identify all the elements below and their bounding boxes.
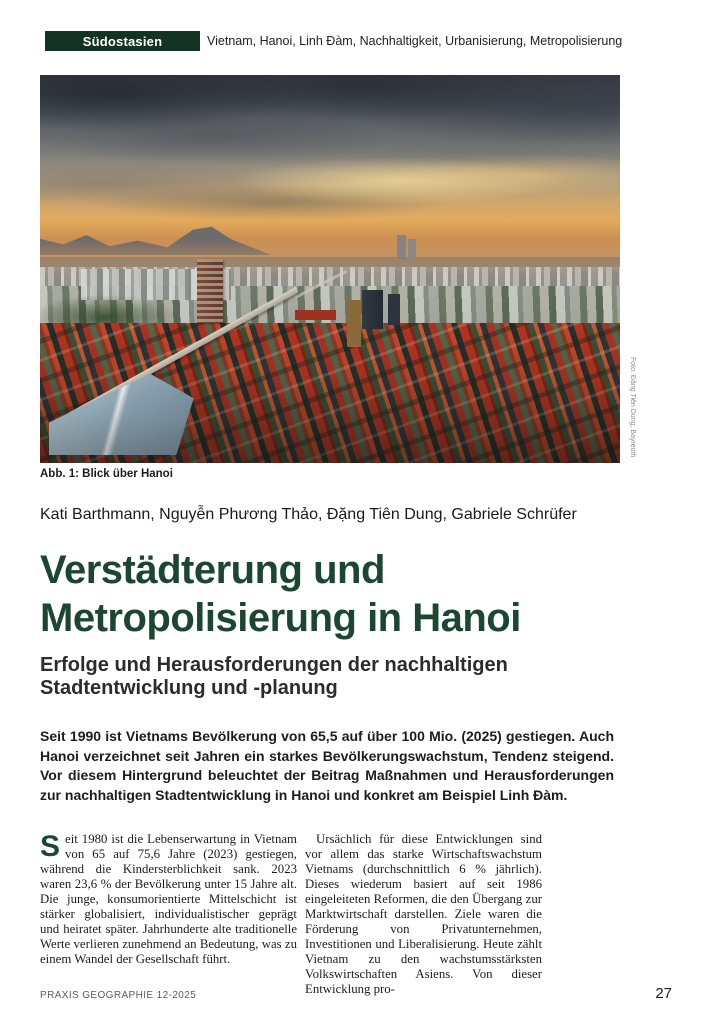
title-line-1: Verstädterung und [40, 548, 385, 592]
photo-vignette [40, 75, 620, 463]
lead-paragraph: Seit 1990 ist Vietnams Bevölkerung von 65,5 auf über 100 Mio. (2025) gestiegen. Auch Hanoi verzeichnet seit Jahren ein starkes Bevölkerungswachstum, Tendenz steigend. Vor diesem Hintergrund beleuchtet der Beitrag Maßnahmen und Herausforderungen zur nachhaltigen Stadtentwicklung in Hanoi und konkret am Beispiel Linh Đàm. [40, 728, 614, 803]
photo-credit: Foto: Đặng Tiên Dung, Bayreuth [629, 357, 636, 458]
category-badge [45, 31, 200, 51]
subtitle-line-2: Stadtentwicklung und -planung [40, 677, 338, 699]
title-line-2: Metropolisierung in Hanoi [40, 596, 521, 640]
subtitle-line-1: Erfolge und Herausforderungen der nachhaltigen [40, 654, 508, 676]
article-subtitle [40, 654, 508, 700]
body-columns [40, 832, 542, 997]
body-column-1 [40, 832, 297, 997]
body-column-1-text: eit 1980 ist die Lebenserwartung in Vietnam von 65 auf 75,6 Jahre (2023) gestiegen, während die Kindersterblichkeit sank. 2023 waren 23,6 % der Bevölkerung unter 15 Jahre alt. Die junge, konsumorientierte Mittelschicht ist stärker globalisiert, individualistischer geprägt und heiratet später. Jahrhunderte alte traditionelle Werte verlieren zunehmend an Bedeutung, was zu einem Wandel der Gesellschaft führt. [40, 832, 297, 966]
body-column-2: Ursächlich für diese Entwicklungen sind vor allem das starke Wirtschaftswachstum Vietnams (durchschnittlich 6 % jährlich). Dieses wiederum basiert auf seit 1986 eingeleiteten Reformen, die den Übergang zur Marktwirtschaft darstellen. Ziele waren die Förderung von Privatunternehmen, Investitionen und Liberalisierung. Heute zählt Vietnam zu den wachstumsstärksten Volkswirtschaften Asiens. Von dieser Entwicklung pro- [305, 832, 542, 996]
dropcap: S [40, 830, 61, 863]
page-number: 27 [655, 985, 672, 1002]
category-label: Südostasien [82, 33, 163, 49]
header-keywords: Vietnam, Hanoi, Linh Đàm, Nachhaltigkeit, Urbanisierung, Metropolisierung [207, 34, 623, 48]
journal-footer: PRAXIS GEOGRAPHIE 12-2025 [40, 990, 197, 1001]
figure-caption: Abb. 1: Blick über Hanoi [40, 468, 173, 480]
authors-line: Kati Barthmann, Nguyễn Phương Thảo, Đặng Tiên Dung, Gabriele Schrüfer [40, 506, 577, 523]
article-title [40, 546, 521, 642]
hanoi-cityscape-photo [40, 75, 620, 463]
